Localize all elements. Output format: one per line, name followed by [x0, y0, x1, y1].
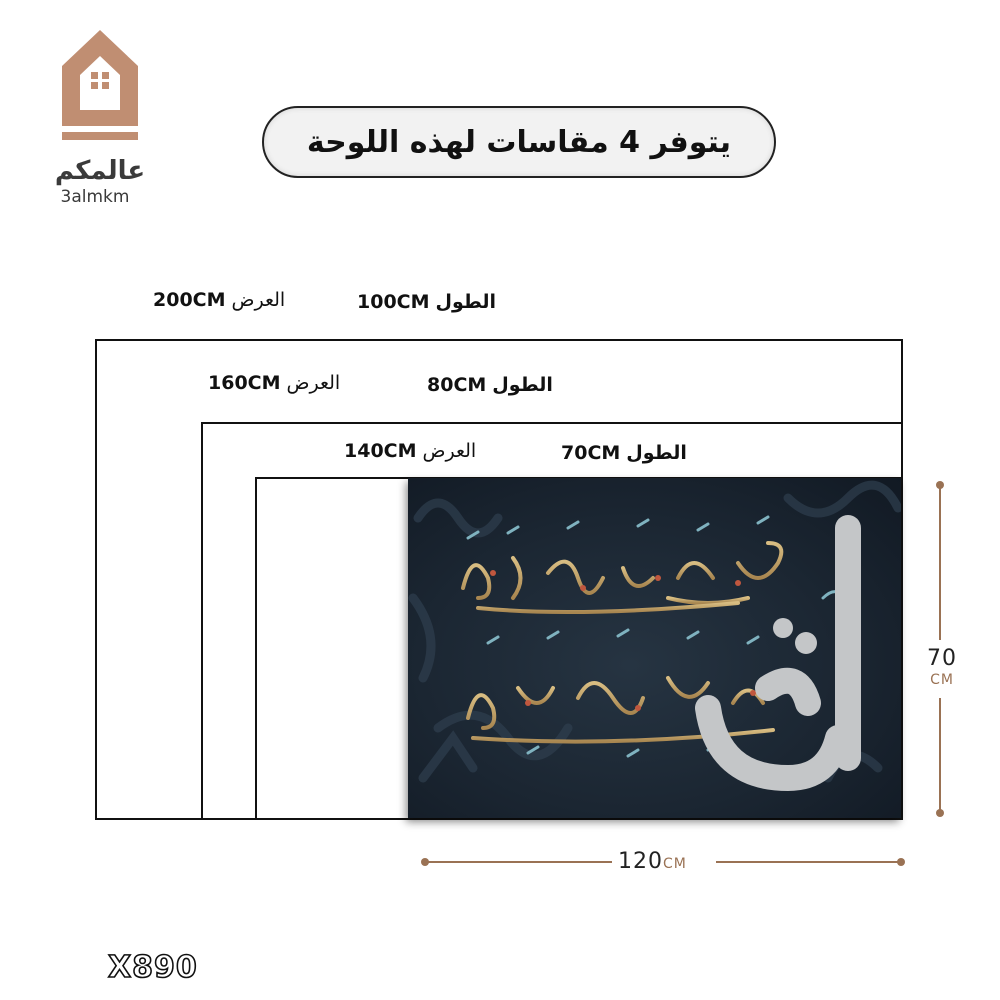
- house-logo-icon: [50, 28, 150, 153]
- width-value: 200CM: [153, 289, 226, 311]
- height-value: 70: [927, 646, 957, 671]
- length-value: 70CM: [561, 442, 621, 464]
- width-label-200: [153, 289, 285, 311]
- heading-pill: [262, 106, 776, 178]
- length-value: 100CM: [357, 291, 430, 313]
- height-unit: CM: [930, 672, 954, 688]
- length-label-100: [357, 291, 496, 313]
- brand-logo: [50, 28, 150, 207]
- length-caption: الطول: [626, 442, 687, 464]
- height-measure-top-dot: [936, 481, 944, 489]
- calligraphy-artwork: [408, 478, 901, 818]
- width-measure-label: [618, 849, 687, 874]
- length-caption: الطول: [492, 374, 553, 396]
- width-measure-right-dot: [897, 858, 905, 866]
- width-caption: العرض: [422, 440, 477, 462]
- width-label-140: [344, 440, 476, 462]
- length-label-80: [427, 374, 553, 396]
- width-label-160: [208, 372, 340, 394]
- width-caption: العرض: [286, 372, 341, 394]
- width-value: 140CM: [344, 440, 417, 462]
- height-measure-bottom-dot: [936, 809, 944, 817]
- calligraphy-painting: [408, 478, 901, 818]
- length-caption: الطول: [435, 291, 497, 313]
- width-measure-left-dot: [421, 858, 429, 866]
- length-value: 80CM: [427, 374, 487, 396]
- brand-name-latin: 3almkm: [60, 187, 130, 207]
- heading-text: يتوفر 4 مقاسات لهذه اللوحة: [306, 124, 732, 160]
- width-value: 120: [618, 849, 663, 874]
- width-unit: CM: [663, 856, 687, 872]
- width-caption: العرض: [231, 289, 286, 311]
- brand-name-arabic: عالمكم: [54, 156, 146, 186]
- length-label-70: [561, 442, 687, 464]
- product-code: X890: [108, 950, 198, 985]
- width-value: 160CM: [208, 372, 281, 394]
